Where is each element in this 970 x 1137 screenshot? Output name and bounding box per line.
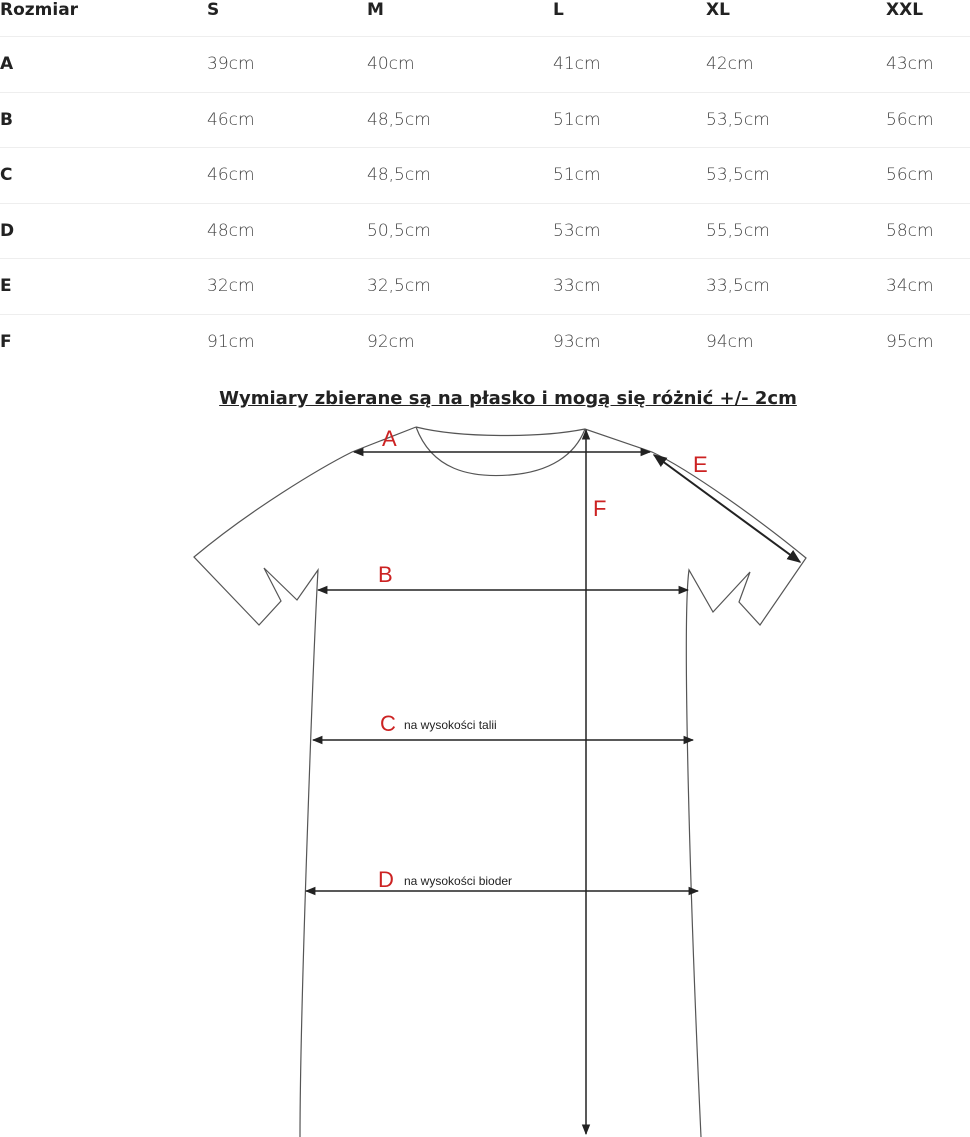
table-row: [0, 92, 970, 148]
header-l: L: [553, 0, 564, 20]
table-cell: 92cm: [367, 332, 415, 352]
row-label: B: [0, 109, 13, 130]
label-d: D: [378, 867, 394, 892]
measure-line-e: [654, 455, 800, 562]
table-cell: 95cm: [886, 332, 934, 352]
table-cell: 56cm: [886, 165, 934, 186]
table-cell: 33,5cm: [706, 276, 770, 297]
table-row: [0, 37, 970, 93]
table-row: [0, 203, 970, 259]
garment-diagram: [0, 420, 970, 1137]
table-cell: 46cm: [207, 165, 255, 186]
row-label: C: [0, 165, 13, 186]
table-cell: 51cm: [553, 109, 601, 130]
table-cell: 39cm: [207, 54, 255, 75]
table-cell: 51cm: [553, 165, 601, 186]
table-row: [0, 259, 970, 315]
garment-outline: [194, 427, 806, 1137]
table-cell: 53cm: [553, 220, 601, 241]
table-cell: 56cm: [886, 109, 934, 130]
row-label: E: [0, 276, 12, 297]
table-cell: 34cm: [886, 276, 934, 297]
row-label: F: [0, 332, 12, 352]
caption-d: na wysokości bioder: [404, 874, 513, 888]
header-xl: XL: [706, 0, 730, 20]
table-cell: 91cm: [207, 332, 255, 352]
table-cell: 48cm: [207, 220, 255, 241]
header-m: M: [367, 0, 384, 20]
label-b: B: [378, 562, 393, 587]
table-cell: 32cm: [207, 276, 255, 297]
measurement-note: Wymiary zbierane są na płasko i mogą się różnić +/- 2cm: [219, 388, 797, 409]
label-e: E: [693, 452, 708, 477]
table-cell: 46cm: [207, 109, 255, 130]
label-f: F: [593, 496, 607, 521]
table-header-row: [0, 0, 970, 37]
table-cell: 58cm: [886, 220, 934, 241]
table-cell: 55,5cm: [706, 220, 770, 241]
label-c: C: [380, 711, 396, 736]
table-cell: 94cm: [706, 332, 754, 352]
caption-c: na wysokości talii: [404, 718, 497, 732]
table-cell: 93cm: [553, 332, 601, 352]
table-cell: 50,5cm: [367, 220, 431, 241]
size-table: [0, 0, 970, 370]
header-s: S: [207, 0, 220, 20]
row-label: D: [0, 220, 15, 241]
label-a: A: [382, 426, 397, 451]
table-cell: 53,5cm: [706, 109, 770, 130]
table-cell: 33cm: [553, 276, 601, 297]
table-cell: 48,5cm: [367, 165, 431, 186]
table-cell: 40cm: [367, 54, 415, 75]
table-row: [0, 148, 970, 204]
table-cell: 53,5cm: [706, 165, 770, 186]
header-size-label: Rozmiar: [0, 0, 79, 20]
row-label: A: [0, 54, 14, 75]
table-cell: 43cm: [886, 54, 934, 75]
table-cell: 42cm: [706, 54, 754, 75]
table-cell: 41cm: [553, 54, 601, 75]
table-cell: 48,5cm: [367, 109, 431, 130]
table-cell: 32,5cm: [367, 276, 431, 297]
header-xxl: XXL: [886, 0, 924, 20]
table-row: [0, 314, 970, 370]
